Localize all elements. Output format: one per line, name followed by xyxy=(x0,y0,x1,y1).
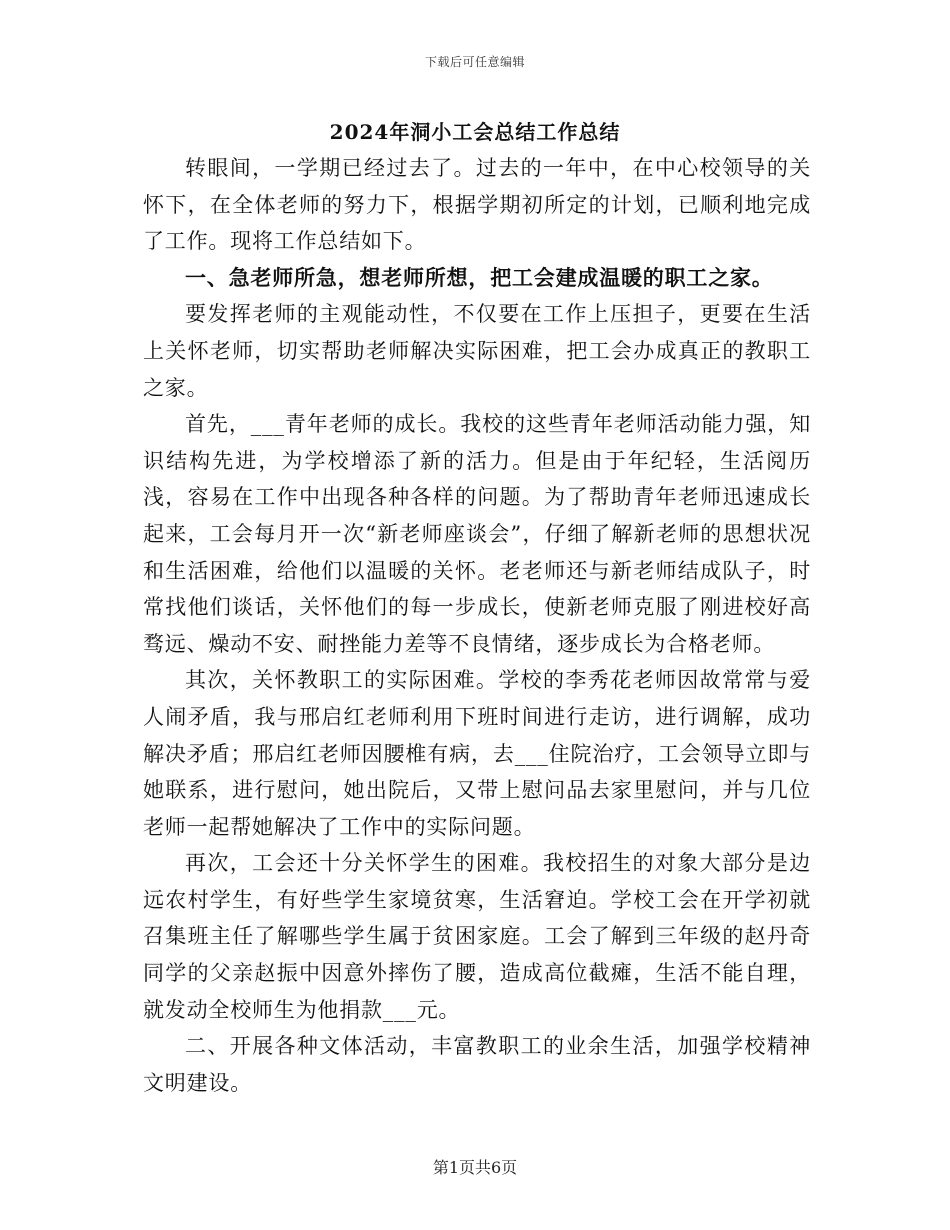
section-heading-1: 一、急老师所急，想老师所想，把工会建成温暖的职工之家。 xyxy=(185,264,774,290)
page-number: 第1页共6页 xyxy=(432,1158,518,1177)
body-paragraph: 再次，工会还十分关怀学生的困难。我校招生的对象大部分是边远农村学生，有好些学生家境贫寒，生活窘迫。学校工会在开学初就召集班主任了解哪些学生属于贫困家庭。工会了解到三年级的赵丹奇同学的父亲赵振中因意外摔伤了腰，造成高位截瘫，生活不能自理，就发动全校师生为他捐款___元。 xyxy=(143,851,811,1022)
body-paragraph: 要发挥老师的主观能动性，不仅要在工作上压担子，更要在生活上关怀老师，切实帮助老师解决实际困难，把工会办成真正的教职工之家。 xyxy=(143,302,811,400)
header-note: 下载后可任意编辑 xyxy=(424,55,525,69)
section-heading-2: 二、开展各种文体活动，丰富教职工的业余生活，加强学校精神文明建设。 xyxy=(143,1034,811,1095)
body-paragraph: 其次，关怀教职工的实际困难。学校的李秀花老师因故常常与爱人闹矛盾，我与邢启红老师利用下班时间进行走访，进行调解，成功解决矛盾；邢启红老师因腰椎有病，去___住院治疗，工会领导立即与她联系，进行慰问，她出院后，又带上慰问品去家里慰问，并与几位老师一起帮她解决了工作中的实际问题。 xyxy=(143,668,811,839)
document-body xyxy=(143,150,811,1101)
body-paragraph: 首先，___青年老师的成长。我校的这些青年老师活动能力强，知识结构先进，为学校增添了新的活力。但是由于年纪轻，生活阅历浅，容易在工作中出现各种各样的问题。为了帮助青年老师迅速成长起来，工会每月开一次“新老师座谈会”，仔细了解新老师的思想状况和生活困难，给他们以温暖的关怀。老老师还与新老师结成队子，时常找他们谈话，关怀他们的每一步成长，使新老师克服了刚进校好高骛远、燥动不安、耐挫能力差等不良情绪，逐步成长为合格老师。 xyxy=(143,412,811,656)
document-title: 2024年洞小工会总结工作总结 xyxy=(329,120,621,144)
intro-paragraph: 转眼间，一学期已经过去了。过去的一年中，在中心校领导的关怀下，在全体老师的努力下，根据学期初所定的计划，已顺利地完成了工作。现将工作总结如下。 xyxy=(143,156,811,254)
